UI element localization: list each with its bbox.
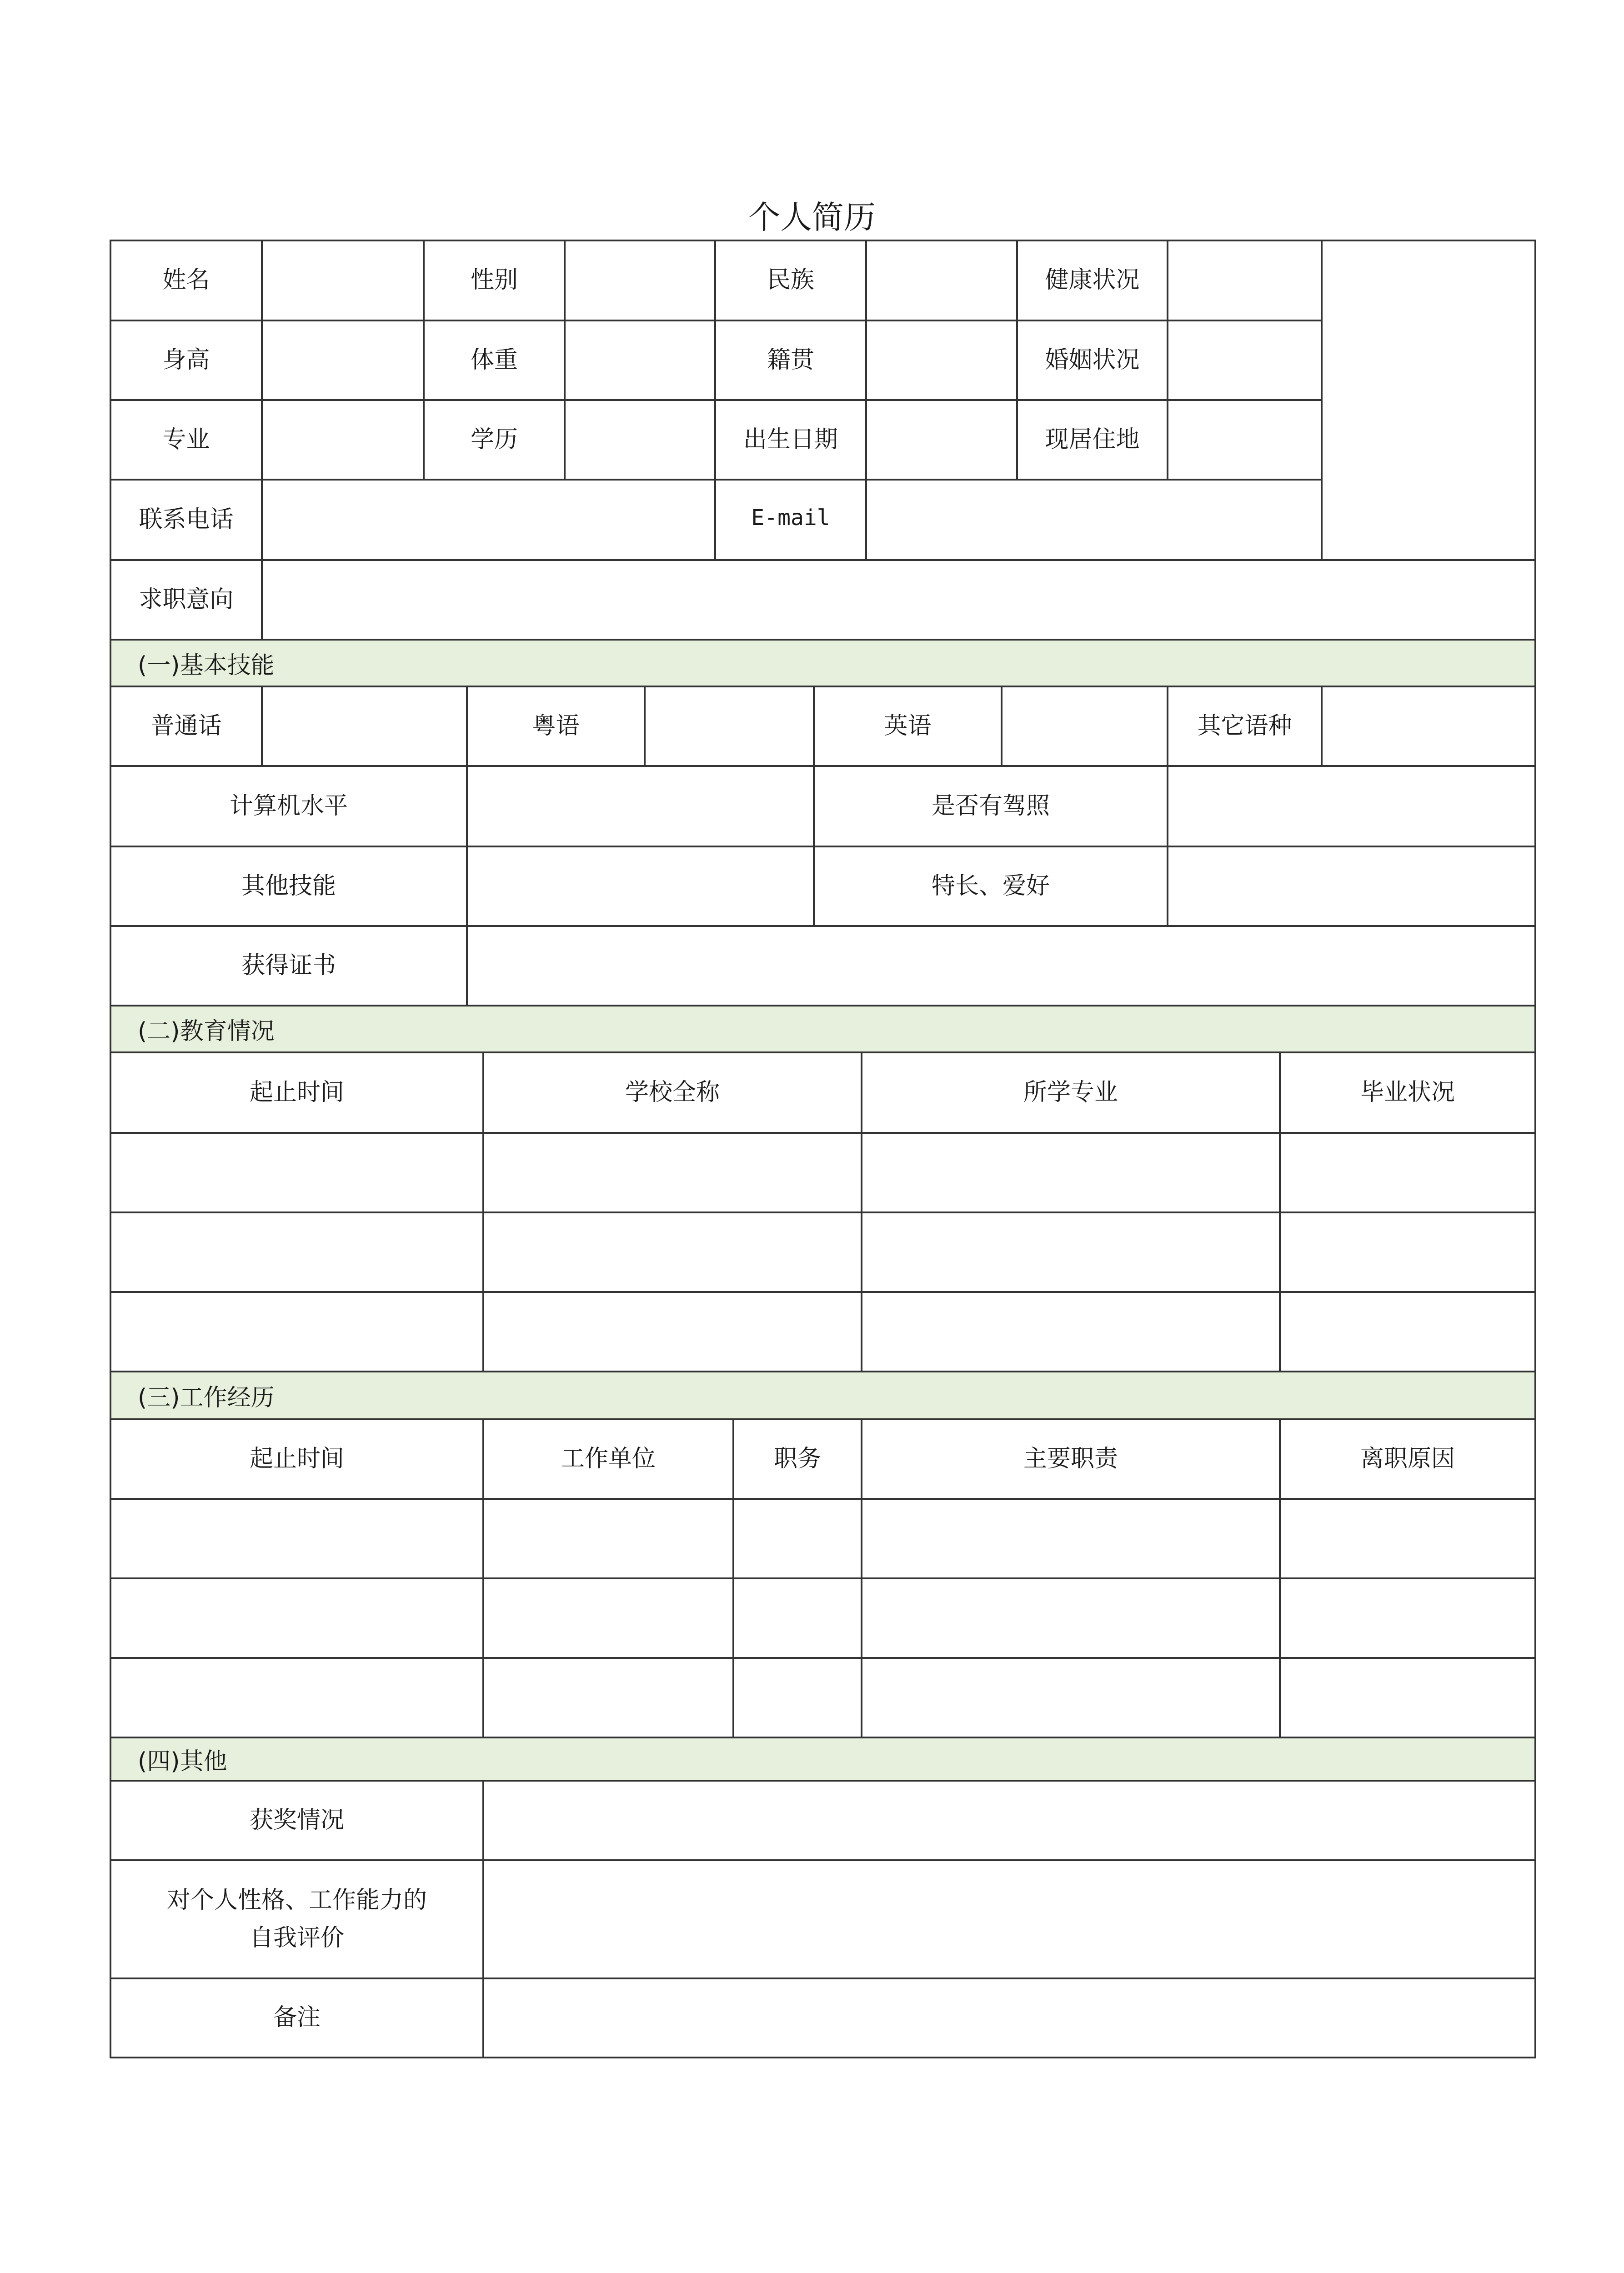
page-title: 个人简历 [748, 199, 876, 236]
job-intention-field[interactable] [262, 560, 1535, 640]
health-field[interactable] [1168, 240, 1322, 320]
label-name: 姓名 [162, 266, 210, 294]
hobbies-field[interactable] [1168, 846, 1535, 926]
label-computer-level: 计算机水平 [229, 792, 348, 820]
section-title-skills: (一)基本技能 [138, 652, 275, 679]
label-remarks: 备注 [273, 2004, 321, 2032]
edu-col-major: 所学专业 [1023, 1078, 1118, 1106]
gender-field[interactable] [565, 240, 715, 320]
work-col-period: 起止时间 [249, 1445, 344, 1472]
label-cantonese: 粤语 [532, 712, 580, 740]
section-header-other [111, 1738, 1534, 1780]
label-certificates: 获得证书 [241, 951, 336, 979]
label-residence: 现居住地 [1045, 426, 1140, 453]
label-birth-date: 出生日期 [743, 426, 838, 453]
table-row[interactable] [110, 1292, 1535, 1372]
edu-col-school: 学校全称 [625, 1078, 720, 1106]
email-field[interactable] [866, 480, 1322, 560]
work-col-position: 职务 [773, 1445, 821, 1472]
mandarin-field[interactable] [262, 686, 467, 766]
label-marital: 婚姻状况 [1045, 346, 1140, 374]
label-self-evaluation [110, 1860, 483, 1978]
label-ethnicity: 民族 [767, 266, 814, 294]
label-height: 身高 [162, 346, 210, 374]
computer-level-field[interactable] [467, 766, 814, 846]
photo-box[interactable] [1322, 240, 1535, 560]
table-row[interactable] [110, 1212, 1535, 1292]
birth-date-field[interactable] [866, 400, 1017, 480]
label-other-language: 其它语种 [1197, 712, 1292, 740]
height-field[interactable] [262, 320, 424, 400]
driver-license-field[interactable] [1168, 766, 1535, 846]
certificates-field[interactable] [467, 926, 1535, 1006]
education-field[interactable] [565, 400, 715, 480]
marital-field[interactable] [1168, 320, 1322, 400]
native-place-field[interactable] [866, 320, 1017, 400]
label-job-intention: 求职意向 [139, 586, 234, 613]
label-major: 专业 [162, 426, 210, 453]
ethnicity-field[interactable] [866, 240, 1017, 320]
section-header-work [111, 1372, 1534, 1418]
label-native-place: 籍贯 [767, 346, 814, 374]
label-english: 英语 [884, 712, 932, 740]
major-field[interactable] [262, 400, 424, 480]
cantonese-field[interactable] [645, 686, 814, 766]
phone-field[interactable] [262, 480, 715, 560]
section-header-education [111, 1006, 1534, 1051]
label-weight: 体重 [470, 346, 518, 374]
label-health: 健康状况 [1045, 266, 1140, 294]
english-field[interactable] [1002, 686, 1168, 766]
label-education: 学历 [470, 426, 518, 453]
section-title-work: (三)工作经历 [138, 1384, 275, 1412]
label-gender: 性别 [470, 266, 518, 294]
self-evaluation-line-2: 自我评价 [249, 1924, 344, 1952]
table-row[interactable] [110, 1658, 1535, 1737]
table-row[interactable] [110, 1499, 1535, 1578]
edu-col-status: 毕业状况 [1360, 1078, 1455, 1106]
self-evaluation-field[interactable] [483, 1860, 1535, 1978]
label-other-skills: 其他技能 [241, 872, 336, 900]
name-field[interactable] [262, 240, 424, 320]
label-driver-license: 是否有驾照 [931, 792, 1050, 820]
weight-field[interactable] [565, 320, 715, 400]
edu-col-period: 起止时间 [249, 1078, 344, 1106]
table-row[interactable] [110, 1133, 1535, 1212]
self-evaluation-line-1: 对个人性格、工作能力的 [166, 1886, 427, 1914]
label-awards: 获奖情况 [249, 1806, 344, 1834]
awards-field[interactable] [483, 1781, 1535, 1860]
other-skills-field[interactable] [467, 846, 814, 926]
label-phone: 联系电话 [139, 506, 234, 533]
label-email: E-mail [751, 505, 830, 531]
residence-field[interactable] [1168, 400, 1322, 480]
remarks-field[interactable] [483, 1978, 1535, 2058]
label-hobbies: 特长、爱好 [931, 872, 1050, 900]
label-mandarin: 普通话 [150, 712, 222, 740]
section-title-other: (四)其他 [138, 1748, 227, 1775]
work-col-employer: 工作单位 [561, 1445, 656, 1472]
section-header-skills [111, 641, 1534, 686]
section-title-education: (二)教育情况 [138, 1018, 275, 1045]
other-language-field[interactable] [1322, 686, 1535, 766]
work-col-duties: 主要职责 [1023, 1445, 1118, 1472]
table-row[interactable] [110, 1578, 1535, 1658]
work-col-leave-reason: 离职原因 [1360, 1445, 1455, 1472]
